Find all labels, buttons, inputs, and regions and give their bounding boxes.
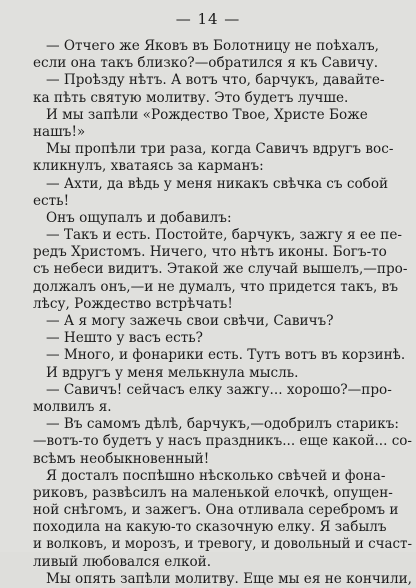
text-line: Мы опять запѣли молитву. Еще мы ея не кончили,	[33, 570, 412, 587]
page-body-text	[33, 38, 416, 588]
text-line: — Много, и фонарики есть. Тутъ вотъ въ корзинѣ.	[33, 347, 406, 364]
text-line: есть!	[33, 192, 70, 209]
text-line: — Такъ и есть. Постойте, барчукъ, зажгу я ее пе-	[33, 227, 402, 244]
text-line: — Въ самомъ дѣлѣ, барчукъ,—одобрилъ старикъ:	[33, 416, 399, 433]
text-line: ной снѣгомъ, и зажегъ. Она отливала серебромъ и	[33, 502, 399, 519]
text-line: должалъ онъ,—и не думалъ, что придется такъ, въ	[33, 278, 398, 295]
text-line: редъ Христомъ. Ничего, что нѣтъ иконы. Богъ-то	[33, 244, 387, 261]
text-line: походила на какую-то сказочную елку. Я забылъ	[33, 519, 387, 536]
text-line: молвилъ я.	[33, 398, 112, 415]
text-line: — А я могу зажечь свои свѣчи, Савичъ?	[33, 313, 334, 329]
text-line: — Отчего же Яковъ въ Болотницу не поѣхалъ,	[33, 38, 379, 54]
text-line: Я досталъ поспѣшно нѣсколько свѣчей и фона-	[33, 467, 386, 484]
text-line: съ небеси видитъ. Этакой же случай вышелъ,—про-	[33, 261, 408, 278]
text-line: риковъ, развѣсилъ на маленькой елочкѣ, опущен-	[33, 484, 393, 501]
text-line: всѣмъ необыкновенный!	[33, 450, 210, 467]
text-line: и волковъ, и морозъ, и тревогу, и довольный и счаст-	[33, 536, 413, 553]
text-line: И вдругъ у меня мелькнула мысль.	[33, 364, 299, 381]
text-line: —вотъ-то будетъ у насъ праздникъ... еще какой... со-	[33, 433, 413, 450]
text-line: если она такъ близко?—обратился я къ Савичу.	[33, 55, 379, 72]
text-line: — Савичъ! сейчасъ елку зажгу... хорошо?—про-	[33, 381, 392, 398]
text-line: кликнулъ, хватаясь за карманъ:	[33, 158, 264, 175]
text-line: ка пѣть святую молитву. Это будетъ лучше.	[33, 89, 349, 106]
page-number: — 14 —	[175, 10, 241, 28]
text-line: — Проѣзду нѣтъ. А вотъ что, барчукъ, давайте-	[33, 72, 385, 89]
text-line: нашъ!»	[33, 123, 86, 140]
text-line: Онъ ощупалъ и добавилъ:	[33, 209, 232, 226]
text-line: — Нешто у васъ есть?	[33, 330, 203, 347]
text-line: — Ахти, да вѣдь у меня никакъ свѣчка съ собой	[33, 175, 389, 192]
text-line: лѣсу, Рождество встрѣчать!	[33, 295, 233, 312]
text-line: Мы пропѣли три раза, когда Савичъ вдругъ вос-	[33, 141, 394, 158]
text-line: ливый любовался елкой.	[33, 553, 212, 570]
text-line: И мы запѣли «Рождество Твое, Христе Боже	[33, 106, 368, 123]
